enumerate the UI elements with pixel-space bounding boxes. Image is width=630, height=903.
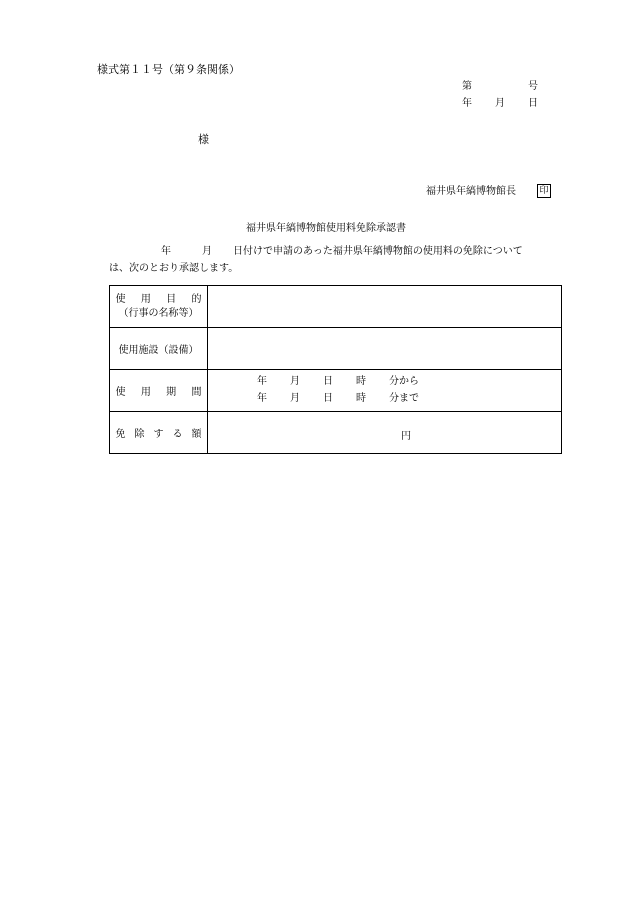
- document-number-prefix: 第: [462, 81, 472, 92]
- table-row-period: [110, 370, 562, 412]
- purpose-label-cell: [110, 286, 208, 328]
- body-month: 月: [202, 246, 212, 257]
- period-from-year: 年: [257, 376, 267, 387]
- period-to-month: 月: [290, 393, 300, 404]
- purpose-sublabel: （行事の名称等）: [118, 307, 199, 319]
- period-to-hour: 時: [356, 393, 366, 404]
- facility-label-cell: [110, 328, 208, 370]
- facility-label: 使用施設（設備）: [118, 345, 199, 356]
- addressee-honorific: 様: [198, 133, 209, 146]
- body-text-line1: 日付けで申請のあった福井県年縞博物館の使用料の免除について: [233, 246, 523, 257]
- approval-table: [109, 285, 562, 454]
- period-value-cell[interactable]: [208, 370, 562, 412]
- date-year: 年: [462, 98, 472, 109]
- amount-value-cell[interactable]: [208, 412, 562, 454]
- table-row-purpose: [110, 286, 562, 328]
- date-month: 月: [495, 98, 505, 109]
- amount-unit: 円: [401, 431, 411, 442]
- table-row-amount: [110, 412, 562, 454]
- period-to-year: 年: [257, 393, 267, 404]
- period-from-month: 月: [290, 376, 300, 387]
- purpose-label: 使用目的: [115, 293, 202, 305]
- issuer-name: 福井県年縞博物館長: [426, 186, 516, 197]
- period-label: 使用期間: [115, 387, 202, 398]
- facility-value-cell[interactable]: [208, 328, 562, 370]
- body-year: 年: [161, 246, 171, 257]
- seal-mark: 印: [537, 184, 551, 198]
- form-number: 様式第１１号（第９条関係）: [97, 63, 240, 76]
- period-label-cell: [110, 370, 208, 412]
- body-text-line2: は、次のとおり承認します。: [109, 263, 239, 274]
- period-from-hour: 時: [356, 376, 366, 387]
- amount-label: 免除する額: [115, 429, 202, 440]
- period-to-minute: 分まで: [389, 393, 419, 404]
- document-title: 福井県年縞博物館使用料免除承認書: [246, 223, 406, 234]
- period-from-day: 日: [323, 376, 333, 387]
- period-to-day: 日: [323, 393, 333, 404]
- date-day: 日: [528, 98, 538, 109]
- amount-label-cell: [110, 412, 208, 454]
- purpose-value-cell[interactable]: [208, 286, 562, 328]
- period-from-minute: 分から: [389, 376, 419, 387]
- document-number-suffix: 号: [528, 81, 538, 92]
- table-row-facility: [110, 328, 562, 370]
